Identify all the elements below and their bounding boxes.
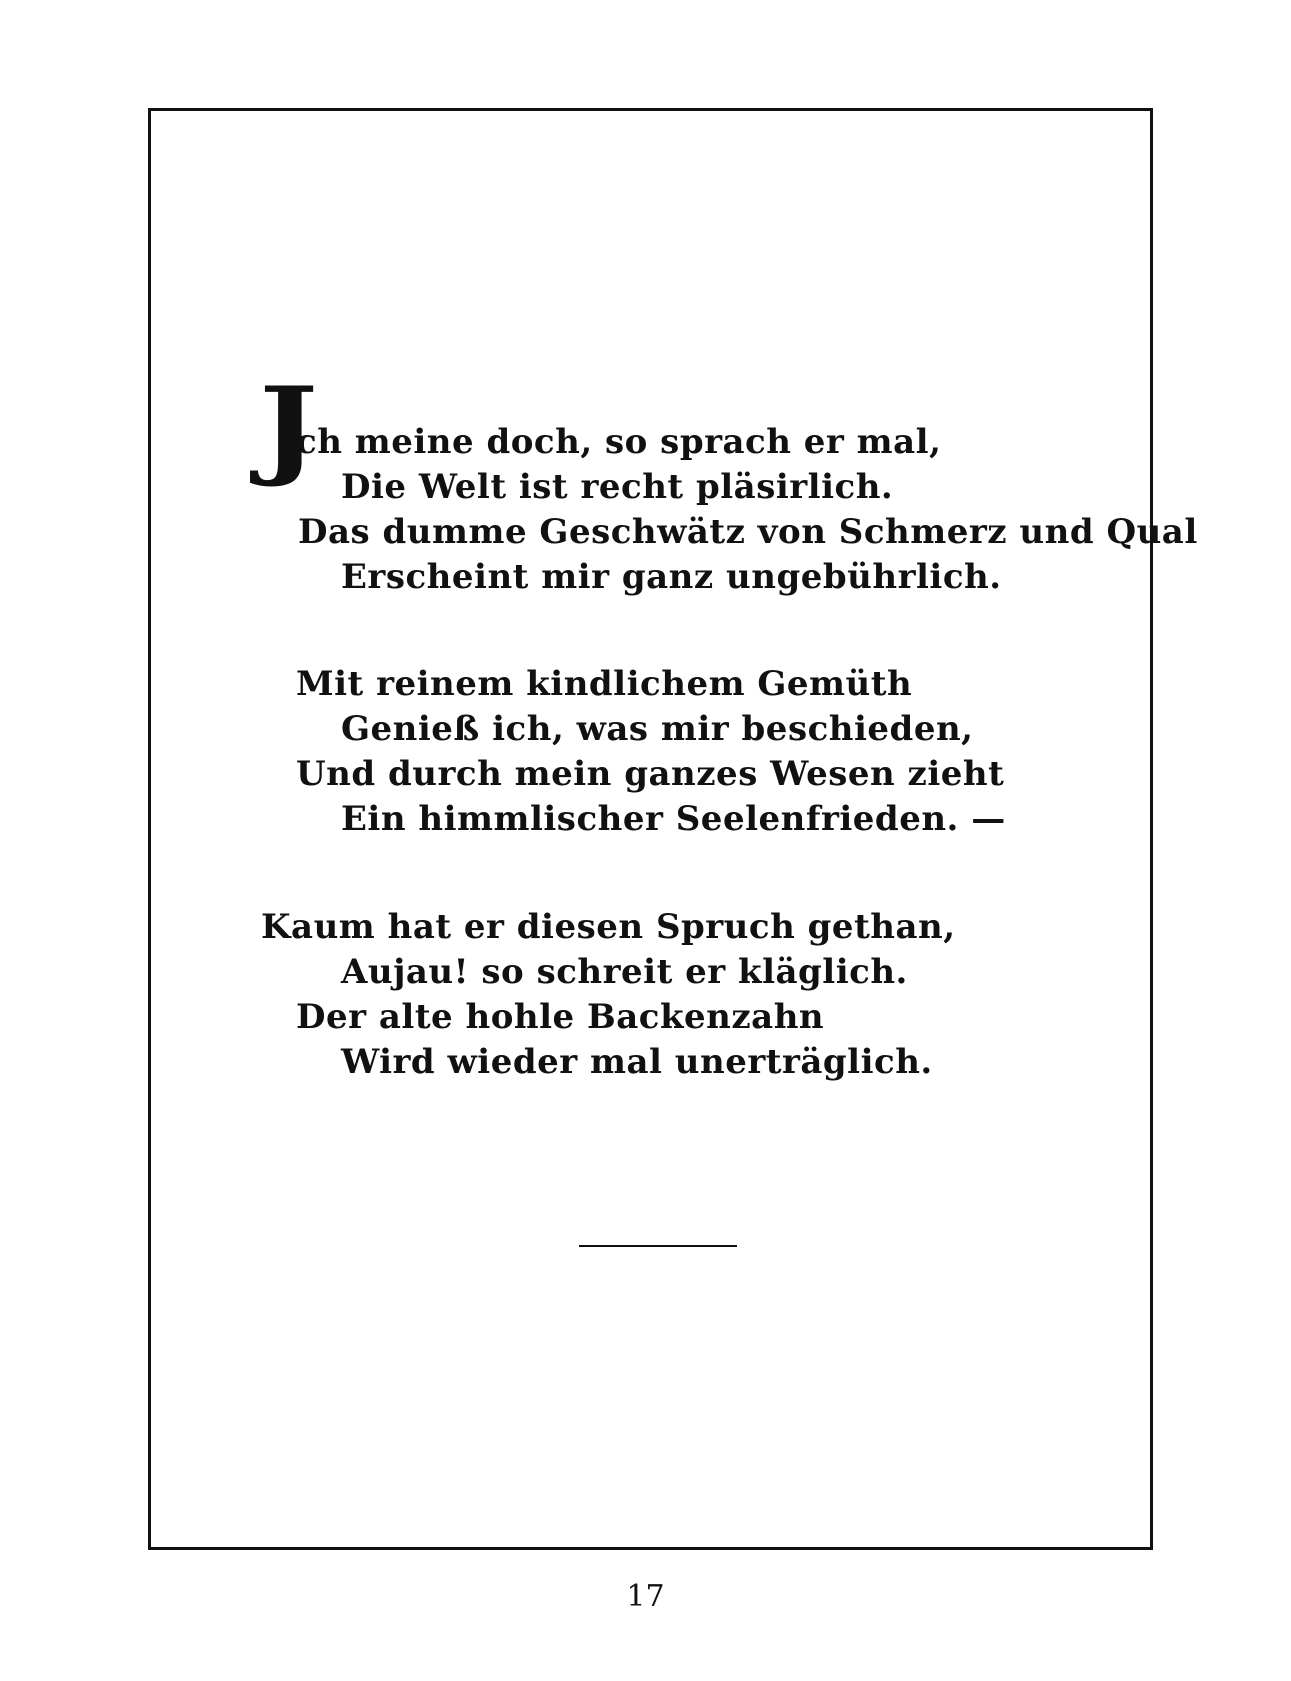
poem: [151, 111, 1198, 1547]
poem-line: Mit reinem kindlichem Gemüth: [296, 664, 913, 704]
poem-line: Wird wieder mal unerträglich.: [341, 1042, 933, 1082]
poem-line: Kaum hat er diesen Spruch gethan,: [261, 907, 956, 947]
poem-line: Genieß ich, was mir beschieden,: [341, 709, 974, 749]
poem-line: ch meine doch, so sprach er mal,: [296, 422, 942, 462]
poem-line: Die Welt ist recht pläsirlich.: [341, 467, 894, 507]
poem-line: Aujau! so schreit er kläglich.: [341, 952, 908, 992]
poem-line: Erscheint mir ganz ungebührlich.: [341, 557, 1002, 597]
separator-line: [579, 1245, 737, 1247]
drop-cap: J: [259, 364, 318, 490]
poem-line: Der alte hohle Backenzahn: [296, 997, 825, 1037]
poem-line: Und durch mein ganzes Wesen zieht: [296, 754, 1005, 794]
page-frame: [148, 108, 1198, 1550]
poem-line: Ein himmlischer Seelenfrieden. —: [341, 799, 1006, 839]
poem-line: Das dumme Geschwätz von Schmerz und Qual: [298, 512, 1198, 552]
page-number: 17: [626, 1579, 665, 1614]
